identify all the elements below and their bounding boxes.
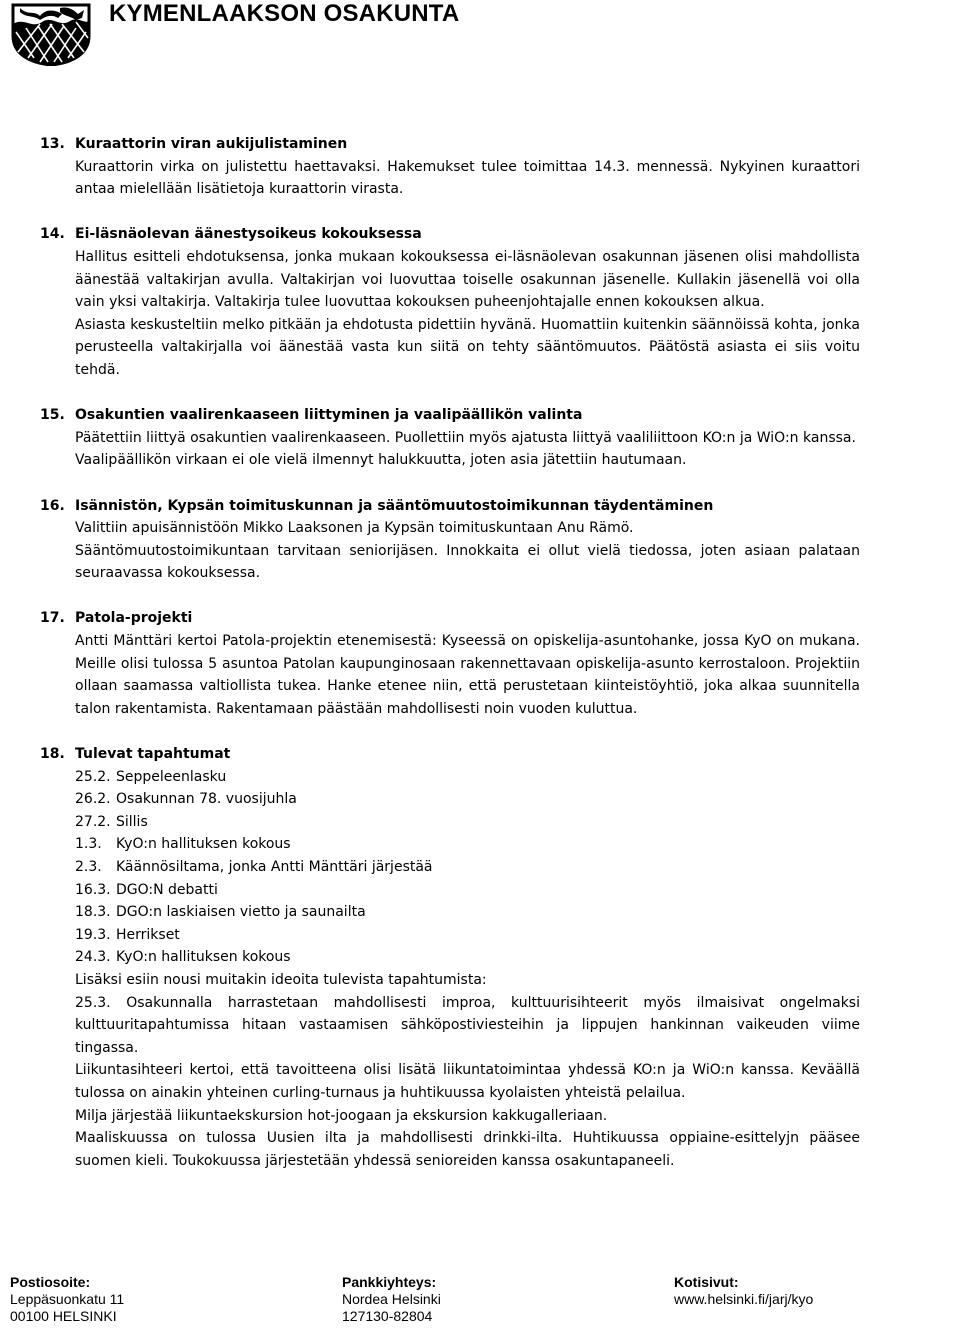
footer-bank-line2: 127130-82804: [342, 1308, 433, 1324]
event-item: [75, 924, 860, 947]
footer-bank-line1: Nordea Helsinki: [342, 1291, 441, 1307]
section-paragraph: Lisäksi esiin nousi muitakin ideoita tulevista tapahtumista:: [75, 971, 487, 988]
event-item: [75, 946, 860, 969]
event-text: DGO:n laskiaisen vietto ja saunailta: [116, 904, 366, 921]
footer-bank: [342, 1274, 441, 1325]
event-item: [75, 833, 860, 856]
event-date: 24.3.: [75, 949, 111, 966]
agenda-section: [40, 404, 860, 472]
section-paragraph: Valittiin apuisännistöön Mikko Laaksonen ja Kypsän toimituskuntaan Anu Rämö.: [75, 520, 634, 537]
section-body: [75, 427, 860, 472]
section-number: 18.: [40, 746, 65, 763]
section-paragraph: Päätettiin liittyä osakuntien vaalirenkaaseen. Puollettiin myös ajatusta liittyä vaaliliittoon KO:n ja WiO:n kanssa.: [75, 429, 856, 446]
event-text: Osakunnan 78. vuosijuhla: [116, 791, 297, 808]
footer-address-label: Postiosoite:: [10, 1274, 91, 1290]
minutes-content: [40, 133, 860, 1195]
section-paragraph: Hallitus esitteli ehdotuksensa, jonka mukaan kokouksessa ei-läsnäolevan osakunnan jäsenen olisi mahdollista äänestää valtakirjan avulla. Valtakirjan voi luovuttaa toiselle osakunnan jäsenelle. Kullakin jäsenellä voi olla vain yksi valtakirja. Valtakirja tulee luovuttaa kokouksen puheenjohtajalle ennen kokouksen alkua.: [75, 248, 860, 311]
section-title: Osakuntien vaalirenkaaseen liittyminen ja vaalipäällikön valinta: [75, 407, 583, 424]
section-paragraph: Antti Mänttäri kertoi Patola-projektin etenemisestä: Kyseessä on opiskelija-asuntohanke, jossa KyO on mukana. Meille olisi tulossa 5 asuntoa Patolan kaupunginosaan rakennettavaan opiskelija-asunto kerrostaloon. Projektiin ollaan saamassa valtiollista tukea. Hanke etenee niin, että perustetaan kiinteistöyhtiö, joka alkaa suunnitella talon rakentamista. Rakentamaan päästään mahdollisesti noin vuoden kuluttua.: [75, 633, 860, 717]
agenda-section: [40, 223, 860, 381]
section-title: Patola-projekti: [75, 610, 193, 627]
section-body: [75, 766, 860, 1173]
section-title: Tulevat tapahtumat: [75, 746, 231, 763]
section-paragraph: Maaliskuussa on tulossa Uusien ilta ja mahdollisesti drinkki-ilta. Huhtikuussa oppiaine-esittelyjn pääsee suomen kieli. Toukokuussa järjestetään yhdessä senioreiden kanssa osakuntapaneeli.: [75, 1130, 860, 1169]
footer-address: [10, 1274, 124, 1325]
section-heading: [40, 133, 860, 156]
event-item: [75, 879, 860, 902]
event-text: Herrikset: [116, 926, 180, 943]
footer-web: [674, 1274, 813, 1308]
section-number: 14.: [40, 226, 65, 243]
agenda-section: [40, 133, 860, 201]
section-paragraph: 25.3. Osakunnalla harrastetaan mahdollisesti improa, kulttuurisihteerit myös ilmaisivat ongelmaksi kulttuuritapahtumissa hitaan vastaamisen sähköpostiviesteihin ja lippujen hankinnan vaikeuden viime tingassa.: [75, 994, 860, 1056]
event-item: [75, 901, 860, 924]
agenda-section: [40, 495, 860, 585]
page-header: [0, 0, 960, 70]
footer-website-link[interactable]: www.helsinki.fi/jarj/kyo: [674, 1291, 814, 1307]
event-item: [75, 788, 860, 811]
event-item: [75, 856, 860, 879]
section-number: 15.: [40, 407, 65, 424]
section-heading: [40, 223, 860, 246]
coat-of-arms-logo-icon: [10, 2, 92, 66]
event-date: 26.2.: [75, 791, 111, 808]
section-paragraph: Asiasta keskusteltiin melko pitkään ja ehdotusta pidettiin hyvänä. Huomattiin kuitenkin säännöissä kohta, jonka perusteella valtakirjalla voi äänestää vasta kun siitä on tehty sääntömuutos. Päätöstä asiasta ei siis voitu tehdä.: [75, 316, 860, 378]
section-body: [75, 517, 860, 585]
event-date: 27.2.: [75, 813, 111, 830]
section-heading: [40, 495, 860, 518]
section-body: [75, 156, 860, 201]
section-heading: [40, 607, 860, 630]
event-date: 25.2.: [75, 768, 111, 785]
section-paragraph: Kuraattorin virka on julistettu haettavaksi. Hakemukset tulee toimittaa 14.3. mennessä. Nykyinen kuraattori antaa mielellään lisätietoja kuraattorin virasta.: [75, 158, 860, 198]
section-title: Ei-läsnäolevan äänestysoikeus kokouksessa: [75, 226, 422, 243]
section-body: [75, 246, 860, 382]
footer-address-line2: 00100 HELSINKI: [10, 1308, 117, 1324]
section-body: [75, 630, 860, 720]
section-paragraph: Milja järjestää liikuntaekskursion hot-joogaan ja ekskursion kakkugalleriaan.: [75, 1107, 608, 1124]
footer-web-label: Kotisivut:: [674, 1274, 739, 1290]
event-text: KyO:n hallituksen kokous: [116, 836, 291, 853]
section-number: 17.: [40, 610, 65, 627]
organization-name: KYMENLAAKSON OSAKUNTA: [109, 0, 460, 27]
event-date: 19.3.: [75, 926, 111, 943]
section-number: 16.: [40, 497, 65, 514]
event-text: DGO:N debatti: [116, 881, 218, 898]
footer-bank-label: Pankkiyhteys:: [342, 1274, 437, 1290]
event-text: Käännösiltama, jonka Antti Mänttäri järjestää: [116, 859, 433, 875]
event-text: Seppeleenlasku: [116, 768, 227, 785]
section-title: Kuraattorin viran aukijulistaminen: [75, 136, 348, 152]
agenda-section: [40, 607, 860, 720]
event-text: KyO:n hallituksen kokous: [116, 949, 291, 966]
section-heading: [40, 743, 860, 766]
event-date: 18.3.: [75, 904, 111, 921]
event-date: 16.3.: [75, 881, 111, 898]
section-title: Isännistön, Kypsän toimituskunnan ja sääntömuutostoimikunnan täydentäminen: [75, 497, 714, 514]
event-item: [75, 811, 860, 834]
page-footer: [10, 1274, 950, 1328]
section-number: 13.: [40, 136, 65, 152]
event-text: Sillis: [116, 813, 148, 830]
footer-address-line1: Leppäsuonkatu 11: [10, 1291, 125, 1307]
event-date: 1.3.: [75, 836, 102, 853]
section-paragraph: Vaalipäällikön virkaan ei ole vielä ilmennyt halukkuutta, joten asia jätettiin hautumaan.: [75, 452, 687, 469]
agenda-section-events: [40, 743, 860, 1172]
section-paragraph: Liikuntasihteeri kertoi, että tavoitteena olisi lisätä liikuntatoimintaa yhdessä KO:n ja WiO:n kanssa. Keväällä tulossa on ainakin yhteinen curling-turnaus ja huhtikuussa kyolaisten yhteistä pelailua.: [75, 1062, 860, 1101]
event-date: 2.3.: [75, 859, 102, 875]
event-item: [75, 766, 860, 789]
section-heading: [40, 404, 860, 427]
section-paragraph: Sääntömuutostoimikuntaan tarvitaan seniorijäsen. Innokkaita ei ollut vielä tiedossa, joten asiaan palataan seuraavassa kokouksessa.: [75, 542, 860, 582]
